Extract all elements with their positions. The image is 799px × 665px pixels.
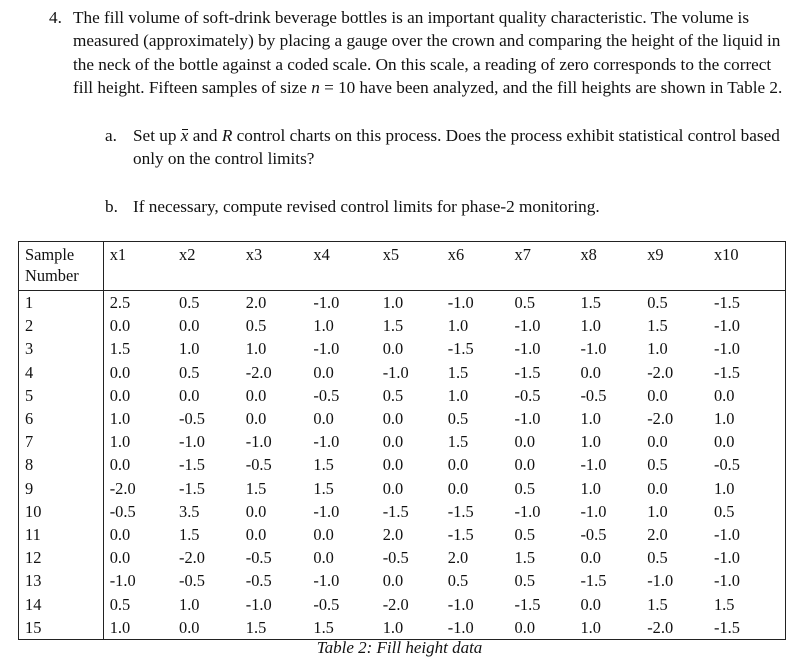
fill-height-cell: 1.0 <box>179 339 200 359</box>
fill-height-cell: 0.5 <box>647 293 668 312</box>
table-row <box>19 477 786 500</box>
fill-height-cell: 1.0 <box>313 316 334 336</box>
problem-stem <box>73 6 789 100</box>
fill-height-cell: 2.0 <box>245 293 267 312</box>
fill-height-cell: 0.0 <box>647 478 668 498</box>
fill-height-cell: -1.0 <box>580 339 607 359</box>
fill-height-cell: 0.5 <box>382 385 404 405</box>
fill-height-cell: -1.0 <box>109 571 136 591</box>
fill-height-cell: -1.0 <box>580 501 607 521</box>
part-b-text: If necessary, compute revised control limits for phase-2 monitoring. <box>133 197 600 216</box>
part-a-text-2: and <box>188 126 222 145</box>
fill-height-cell: 0.5 <box>647 548 668 568</box>
fill-height-table <box>18 241 786 640</box>
fill-height-cell: 1.0 <box>447 385 469 405</box>
sample-number-cell: 15 <box>19 616 104 640</box>
fill-height-cell: 1.0 <box>580 432 601 452</box>
fill-height-cell: 1.5 <box>447 362 469 382</box>
fill-height-cell: 0.0 <box>382 409 404 429</box>
table-row <box>19 384 786 407</box>
table-row <box>19 314 786 337</box>
fill-height-cell: 3.5 <box>179 501 200 521</box>
fill-height-cell: -1.5 <box>580 571 607 591</box>
column-header-sample-number: Sample Number <box>19 242 104 291</box>
fill-height-cell: -0.5 <box>313 385 340 405</box>
fill-height-cell: 1.0 <box>109 432 131 452</box>
fill-height-cell: -0.5 <box>245 548 272 568</box>
fill-height-cell: 0.5 <box>647 455 668 475</box>
fill-height-cell: 0.0 <box>647 432 668 452</box>
table-row <box>19 453 786 476</box>
sample-number-cell: 6 <box>19 407 104 430</box>
fill-height-cell: 0.0 <box>179 617 200 637</box>
problem-number: 4. <box>49 8 62 27</box>
fill-height-cell: 0.0 <box>313 409 334 429</box>
fill-height-cell: 1.0 <box>580 316 601 336</box>
fill-height-cell: 1.0 <box>109 409 131 429</box>
fill-height-cell: 0.0 <box>179 385 200 405</box>
fill-height-cell: -1.0 <box>713 339 740 359</box>
fill-height-cell: -2.0 <box>647 362 674 382</box>
fill-height-cell: -0.5 <box>713 455 740 475</box>
fill-height-cell: 0.0 <box>109 385 131 405</box>
fill-height-cell: 0.5 <box>514 525 536 545</box>
r-variable: R <box>221 126 233 145</box>
fill-height-cell: 0.5 <box>179 362 200 382</box>
fill-height-cell: 0.0 <box>382 432 404 452</box>
fill-height-cell: -2.0 <box>245 362 272 382</box>
fill-height-cell: 2.0 <box>447 548 469 568</box>
fill-height-cell: -0.5 <box>245 571 272 591</box>
fill-height-cell: -1.5 <box>382 501 409 521</box>
fill-height-cell: -1.5 <box>713 362 740 382</box>
fill-height-cell: 0.5 <box>514 293 536 312</box>
part-a-label: a. <box>105 126 117 145</box>
fill-height-cell: -1.0 <box>447 293 474 312</box>
fill-height-cell: -0.5 <box>514 385 541 405</box>
fill-height-cell: 1.5 <box>109 339 131 359</box>
fill-height-cell: -1.0 <box>245 594 272 614</box>
fill-height-cell: -1.0 <box>514 316 541 336</box>
column-header-x3: x3 <box>245 245 263 264</box>
fill-height-cell: -1.0 <box>313 432 340 452</box>
fill-height-cell: -0.5 <box>245 455 272 475</box>
fill-height-cell: 0.0 <box>109 362 131 382</box>
column-header-x1: x1 <box>109 245 127 264</box>
table-caption: Table 2: Fill height data <box>316 638 483 657</box>
fill-height-cell: -0.5 <box>580 525 607 545</box>
fill-height-cell: 1.0 <box>382 617 404 637</box>
fill-height-cell: -2.0 <box>109 478 136 498</box>
fill-height-cell: 0.5 <box>447 409 469 429</box>
sample-number-cell: 9 <box>19 477 104 500</box>
fill-height-cell: 1.0 <box>382 293 404 312</box>
fill-height-cell: 2.0 <box>382 525 404 545</box>
fill-height-cell: -1.5 <box>514 362 541 382</box>
fill-height-cell: 0.5 <box>713 501 735 521</box>
fill-height-cell: 0.0 <box>647 385 668 405</box>
fill-height-cell: -1.5 <box>179 455 205 475</box>
fill-height-cell: 1.0 <box>179 594 200 614</box>
sample-number-cell: 2 <box>19 314 104 337</box>
fill-height-cell: -2.0 <box>647 409 674 429</box>
part-b <box>105 195 785 218</box>
fill-height-cell: 0.0 <box>245 409 267 429</box>
fill-height-cell: 1.5 <box>313 617 334 637</box>
fill-height-cell: -1.0 <box>514 339 541 359</box>
fill-height-cell: 0.5 <box>514 478 536 498</box>
fill-height-cell: 0.0 <box>580 362 601 382</box>
fill-height-cell: 0.0 <box>580 548 601 568</box>
fill-height-cell: -1.0 <box>713 316 740 336</box>
fill-height-cell: 1.5 <box>245 617 267 637</box>
fill-height-cell: 1.0 <box>109 617 131 637</box>
sample-number-cell: 14 <box>19 593 104 616</box>
fill-height-cell: -0.5 <box>382 548 409 568</box>
column-header-x5: x5 <box>382 245 400 264</box>
fill-height-cell: 0.0 <box>514 617 536 637</box>
fill-height-cell: 0.0 <box>713 432 735 452</box>
fill-height-cell: 2.5 <box>109 293 131 312</box>
fill-height-cell: 0.0 <box>109 316 131 336</box>
fill-height-cell: -1.5 <box>447 339 474 359</box>
fill-height-cell: -1.5 <box>713 617 740 637</box>
column-header-x8: x8 <box>580 245 597 264</box>
table-row <box>19 616 786 640</box>
fill-height-cell: 1.0 <box>580 409 601 429</box>
fill-height-cell: -1.5 <box>447 501 474 521</box>
table-row <box>19 593 786 616</box>
fill-height-cell: 0.0 <box>179 316 200 336</box>
table-row <box>19 546 786 569</box>
fill-height-cell: -1.0 <box>313 339 340 359</box>
problem-stem-text-1: The fill volume of soft-drink beverage bottles is an important quality characteristic. The volume is measured (approximately) by placing a gauge over the crown and comparing the height of the liquid in the neck of the bottle against a coded scale. On this scale, a reading of zero corresponds to the correct fill height. Fifteen samples of size <box>73 8 781 98</box>
fill-height-cell: 0.0 <box>245 501 267 521</box>
table-row <box>19 337 786 360</box>
fill-height-cell: 1.5 <box>647 316 668 336</box>
fill-height-cell: -1.0 <box>313 293 340 312</box>
part-a-text-3: control charts on this process. Does the process exhibit statistical control based only on the control limits? <box>133 126 780 169</box>
fill-height-cell: 2.0 <box>647 525 668 545</box>
fill-height-cell: 0.0 <box>109 455 131 475</box>
fill-height-cell: -2.0 <box>179 548 205 568</box>
table-row <box>19 500 786 523</box>
fill-height-cell: 1.0 <box>580 478 601 498</box>
sample-number-cell: 8 <box>19 453 104 476</box>
sample-number-cell: 4 <box>19 361 104 384</box>
part-a-text <box>133 124 785 171</box>
fill-height-cell: -1.0 <box>313 501 340 521</box>
fill-height-cell: 1.5 <box>647 594 668 614</box>
fill-height-cell: 1.5 <box>514 548 536 568</box>
column-header-x10: x10 <box>713 245 739 264</box>
table-body <box>19 291 786 640</box>
fill-height-cell: -1.0 <box>313 571 340 591</box>
fill-height-cell: -1.0 <box>514 409 541 429</box>
fill-height-cell: 0.5 <box>514 571 536 591</box>
fill-height-cell: 1.0 <box>447 316 469 336</box>
fill-height-cell: 1.5 <box>382 316 404 336</box>
fill-height-cell: -2.0 <box>382 594 409 614</box>
fill-height-cell: -1.0 <box>447 617 474 637</box>
fill-height-cell: 1.5 <box>313 478 334 498</box>
fill-height-cell: 0.0 <box>514 455 536 475</box>
fill-height-cell: 0.0 <box>245 525 267 545</box>
fill-height-cell: -0.5 <box>109 501 136 521</box>
problem-4 <box>49 6 789 100</box>
fill-height-cell: -1.5 <box>713 293 740 312</box>
fill-height-cell: 0.0 <box>382 455 404 475</box>
fill-height-cell: 1.5 <box>245 478 267 498</box>
fill-height-cell: 1.0 <box>713 478 735 498</box>
sample-number-cell: 7 <box>19 430 104 453</box>
sample-number-cell: 11 <box>19 523 104 546</box>
fill-height-cell: 0.5 <box>179 293 200 312</box>
fill-height-cell: -1.0 <box>647 571 674 591</box>
fill-height-cell: 0.5 <box>447 571 469 591</box>
fill-height-cell: 1.5 <box>447 432 469 452</box>
fill-height-cell: 0.0 <box>382 571 404 591</box>
fill-height-cell: 0.0 <box>447 455 469 475</box>
part-b-label: b. <box>105 197 118 216</box>
fill-height-cell: -1.0 <box>245 432 272 452</box>
fill-height-cell: -0.5 <box>179 409 205 429</box>
sample-number-cell: 3 <box>19 337 104 360</box>
fill-height-cell: -1.0 <box>713 525 740 545</box>
fill-height-cell: 1.0 <box>647 339 668 359</box>
table-row <box>19 407 786 430</box>
fill-height-cell: 0.0 <box>109 548 131 568</box>
fill-height-cell: 1.5 <box>179 525 200 545</box>
fill-height-cell: -1.0 <box>447 594 474 614</box>
fill-height-cell: 1.5 <box>313 455 334 475</box>
fill-height-cell: 1.0 <box>580 617 601 637</box>
fill-height-cell: -1.0 <box>179 432 205 452</box>
fill-height-cell: 1.5 <box>713 594 735 614</box>
fill-height-cell: 0.5 <box>109 594 131 614</box>
table-row <box>19 569 786 592</box>
fill-height-cell: 0.0 <box>245 385 267 405</box>
problem-stem-text-2: = 10 have been analyzed, and the fill heights are shown in Table 2. <box>319 78 783 98</box>
fill-height-cell: 1.5 <box>580 293 601 312</box>
fill-height-cell: 0.0 <box>109 525 131 545</box>
sample-number-cell: 10 <box>19 500 104 523</box>
fill-height-cell: 0.0 <box>447 478 469 498</box>
table-row <box>19 361 786 384</box>
fill-height-cell: -0.5 <box>313 594 340 614</box>
fill-height-cell: 1.0 <box>713 409 735 429</box>
column-header-x2: x2 <box>179 245 196 264</box>
column-header-x9: x9 <box>647 245 664 264</box>
fill-height-cell: -0.5 <box>580 385 607 405</box>
part-a <box>105 124 785 171</box>
fill-height-cell: -1.0 <box>580 455 607 475</box>
table-header-row <box>19 242 786 291</box>
table-row <box>19 430 786 453</box>
fill-height-cell: -1.5 <box>179 478 205 498</box>
part-a-text-1: Set up <box>133 126 181 145</box>
sample-size-variable: n <box>311 78 320 98</box>
fill-height-cell: -1.0 <box>713 571 740 591</box>
fill-height-cell: -1.5 <box>514 594 541 614</box>
fill-height-cell: 0.0 <box>580 594 601 614</box>
sample-number-cell: 5 <box>19 384 104 407</box>
fill-height-cell: -0.5 <box>179 571 205 591</box>
fill-height-cell: -1.0 <box>514 501 541 521</box>
fill-height-cell: 0.0 <box>713 385 735 405</box>
fill-height-cell: -1.5 <box>447 525 474 545</box>
fill-height-cell: 0.0 <box>313 548 334 568</box>
sample-number-cell: 13 <box>19 569 104 592</box>
fill-height-cell: -1.0 <box>382 362 409 382</box>
fill-height-cell: -2.0 <box>647 617 674 637</box>
sample-number-cell: 1 <box>19 291 104 315</box>
table-row <box>19 291 786 315</box>
fill-height-cell: 0.0 <box>382 339 404 359</box>
sample-number-cell: 12 <box>19 546 104 569</box>
fill-height-cell: 0.0 <box>313 362 334 382</box>
fill-height-cell: 0.0 <box>382 478 404 498</box>
fill-height-cell: 1.0 <box>245 339 267 359</box>
fill-height-cell: 1.0 <box>647 501 668 521</box>
fill-height-cell: -1.0 <box>713 548 740 568</box>
column-header-x6: x6 <box>447 245 465 264</box>
column-header-x7: x7 <box>514 245 531 264</box>
x-bar-symbol: x <box>180 126 189 145</box>
table-row <box>19 523 786 546</box>
fill-height-cell: 0.5 <box>245 316 267 336</box>
column-header-x4: x4 <box>313 245 330 264</box>
fill-height-cell: 0.0 <box>514 432 536 452</box>
fill-height-cell: 0.0 <box>313 525 334 545</box>
